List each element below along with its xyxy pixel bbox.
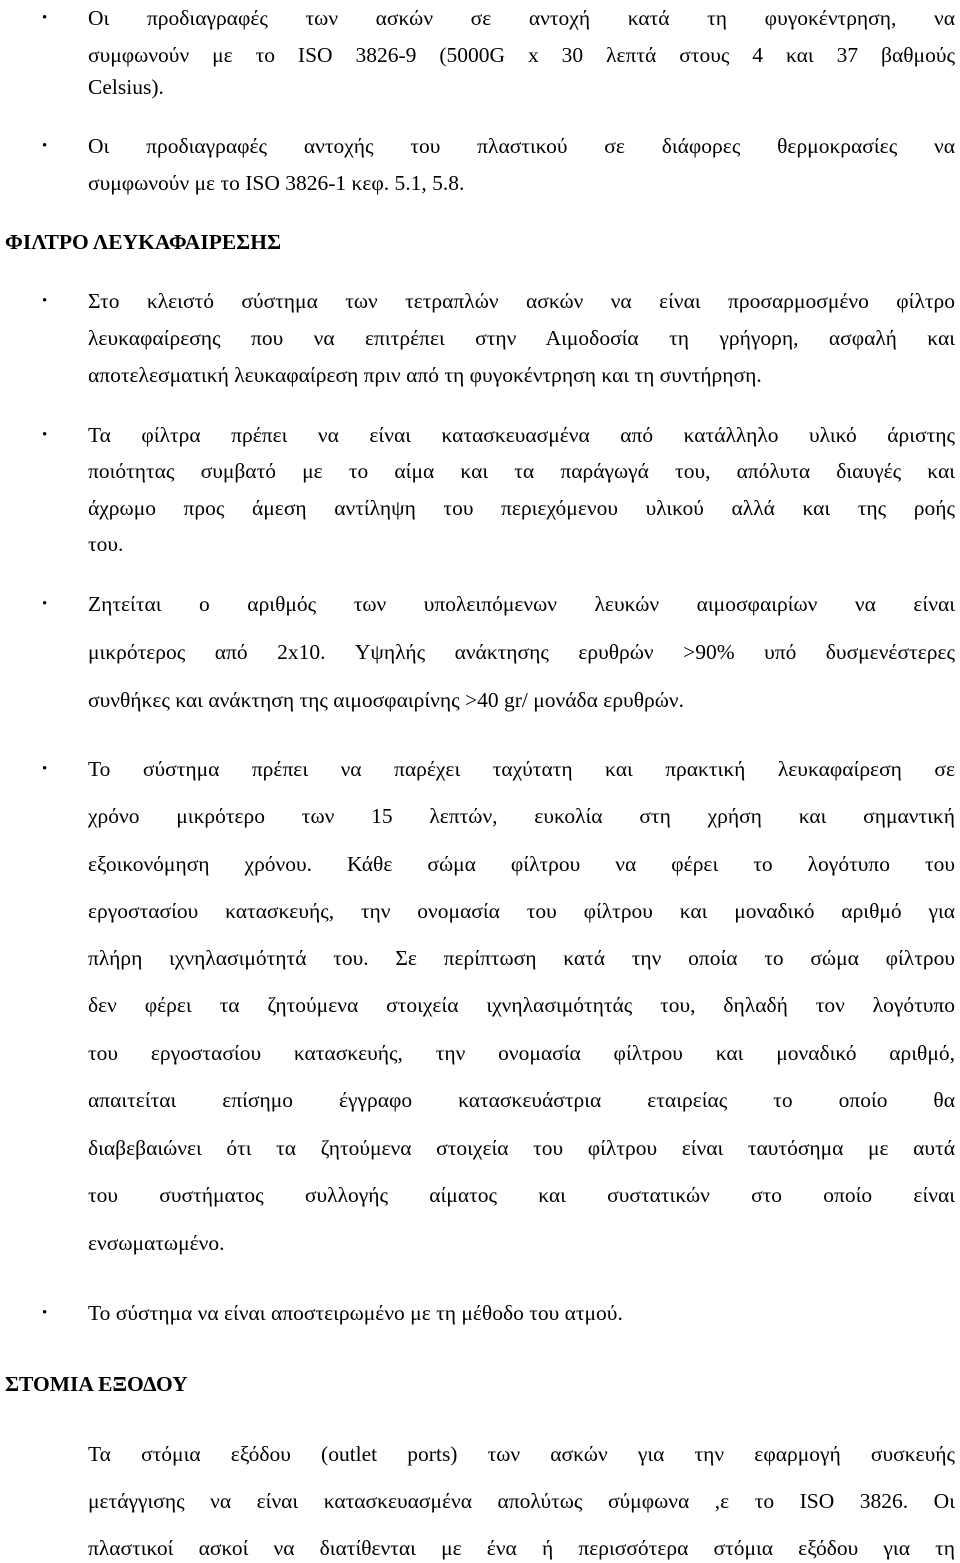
paragraph-line: του. — [88, 532, 124, 556]
paragraph-line: χρόνο μικρότερο των 15 λεπτών, ευκολία στη χρήση και σημαντική — [88, 804, 955, 828]
paragraph-line: Τα φίλτρα πρέπει να είναι κατασκευασμένα από κατάλληλο υλικό άριστης — [88, 423, 955, 447]
paragraph-line: ενσωματωμένο. — [88, 1231, 225, 1255]
bullet-marker: • — [42, 138, 48, 154]
bullet-marker: • — [42, 761, 48, 777]
paragraph-line: εξοικονόμηση χρόνου. Κάθε σώμα φίλτρου να φέρει το λογότυπο του — [88, 852, 955, 876]
paragraph-line: απαιτείται επίσημο έγγραφο κατασκευάστρια εταιρείας το οποίο θα — [88, 1088, 955, 1112]
paragraph-line: συμφωνούν με το ISO 3826-1 κεφ. 5.1, 5.8. — [88, 171, 465, 195]
paragraph-line: Οι προδιαγραφές αντοχής του πλαστικού σε διάφορες θερμοκρασίες να — [88, 134, 955, 158]
paragraph-line: πλαστικοί ασκοί να διατίθενται με ένα ή περισσότερα στόμια εξόδου για τη — [88, 1536, 955, 1560]
paragraph-line: Το σύστημα πρέπει να παρέχει ταχύτατη και πρακτική λευκαφαίρεση σε — [88, 757, 955, 781]
paragraph-line: μικρότερος από 2x10. Υψηλής ανάκτησης ερυθρών >90% υπό δυσμενέστερες — [88, 640, 955, 664]
bullet-marker: • — [42, 10, 48, 26]
section-heading: ΦΙΛΤΡΟ ΛΕΥΚΑΦΑΙΡΕΣΗΣ — [5, 230, 282, 254]
bullet-marker: • — [42, 293, 48, 309]
paragraph-line: Στο κλειστό σύστημα των τετραπλών ασκών να είναι προσαρμοσμένο φίλτρο — [88, 289, 955, 313]
paragraph-line: Το σύστημα να είναι αποστειρωμένο με τη μέθοδο του ατμού. — [88, 1301, 623, 1325]
bullet-marker: • — [42, 1305, 48, 1321]
paragraph-line: του συστήματος συλλογής αίματος και συστατικών στο οποίο είναι — [88, 1183, 955, 1207]
paragraph-line: συμφωνούν με το ISO 3826-9 (5000G x 30 λεπτά στους 4 και 37 βαθμούς — [88, 43, 955, 67]
paragraph-line: δεν φέρει τα ζητούμενα στοιχεία ιχνηλασιμότητάς του, δηλαδή τον λογότυπο — [88, 993, 955, 1017]
paragraph-line: άχρωμο προς άμεση αντίληψη του περιεχόμενου υλικού αλλά και της ροής — [88, 496, 955, 520]
paragraph-line: συνθήκες και ανάκτηση της αιμοσφαιρίνης >40 gr/ μονάδα ερυθρών. — [88, 688, 684, 712]
bullet-marker: • — [42, 427, 48, 443]
paragraph-line: διαβεβαιώνει ότι τα ζητούμενα στοιχεία του φίλτρου είναι ταυτόσημα με αυτά — [88, 1136, 955, 1160]
paragraph-line: ποιότητας συμβατό με το αίμα και τα παράγωγά του, απόλυτα διαυγές και — [88, 459, 955, 483]
paragraph-line: λευκαφαίρεσης που να επιτρέπει στην Αιμοδοσία τη γρήγορη, ασφαλή και — [88, 326, 955, 350]
paragraph-line: εργοστασίου κατασκευής, την ονομασία του φίλτρου και μοναδικό αριθμό για — [88, 899, 955, 923]
paragraph-line: αποτελεσματική λευκαφαίρεση πριν από τη φυγοκέντρηση και τη συντήρηση. — [88, 363, 762, 387]
section-heading: ΣΤΟΜΙΑ ΕΞΟΔΟΥ — [5, 1372, 188, 1396]
paragraph-line: μετάγγισης να είναι κατασκευασμένα απολύτως σύμφωνα ,ε το ISO 3826. Οι — [88, 1489, 955, 1513]
paragraph-line: Τα στόμια εξόδου (outlet ports) των ασκών για την εφαρμογή συσκευής — [88, 1442, 955, 1466]
paragraph-line: Celsius). — [88, 75, 164, 99]
paragraph-line: πλήρη ιχνηλασιμότητά του. Σε περίπτωση κατά την οποία το σώμα φίλτρου — [88, 946, 955, 970]
paragraph-line: Ζητείται ο αριθμός των υπολειπόμενων λευκών αιμοσφαιρίων να είναι — [88, 592, 955, 616]
paragraph-line: Οι προδιαγραφές των ασκών σε αντοχή κατά τη φυγοκέντρηση, να — [88, 6, 955, 30]
bullet-marker: • — [42, 596, 48, 612]
paragraph-line: του εργοστασίου κατασκευής, την ονομασία φίλτρου και μοναδικό αριθμό, — [88, 1041, 955, 1065]
